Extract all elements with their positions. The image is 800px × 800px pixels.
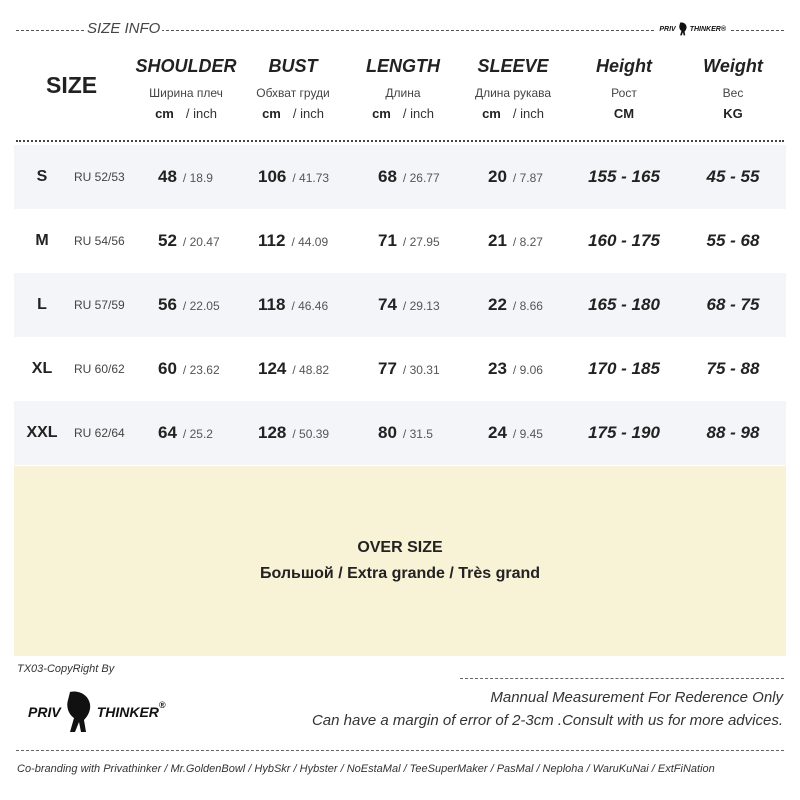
bust-cell: 118 / 46.46 (258, 295, 329, 314)
footer-divider (16, 750, 784, 751)
length-cell: 68 / 26.77 (378, 167, 440, 186)
table-row (14, 273, 786, 337)
sleeve-cell: 23 / 9.06 (488, 359, 543, 378)
panther-logo-icon (677, 22, 689, 36)
brand-left-text: PRIV (659, 25, 676, 33)
weight-cell: 68 - 75 (706, 295, 760, 314)
size-cell: XXL (26, 424, 58, 441)
shoulder-cell: 48 / 18.9 (158, 167, 213, 186)
margin-error-note: Can have a margin of error of 2-3cm .Consult with us for more advices. (311, 712, 783, 729)
brand-reg-mark: ® (720, 25, 726, 33)
brand-logo-large (28, 690, 166, 734)
shoulder-units: cm / inch (155, 106, 217, 121)
weight-column-header (673, 56, 793, 121)
length-cell: 71 / 27.95 (378, 231, 440, 250)
weight-title: Weight (703, 56, 763, 76)
table-row (14, 337, 786, 401)
height-cell: 165 - 180 (588, 295, 660, 314)
sleeve-ru-label: Длина рукава (474, 86, 552, 100)
sleeve-cell: 22 / 8.66 (488, 295, 543, 314)
weight-cell: 55 - 68 (706, 231, 760, 250)
ru-size-cell: RU 54/56 (74, 234, 125, 248)
length-ru-label: Длина (385, 86, 421, 100)
brand-left-text: PRIV (28, 704, 61, 720)
height-cell: 175 - 190 (588, 423, 660, 442)
weight-cell: 45 - 55 (706, 167, 760, 186)
copyright-label: TX03-CopyRight By (17, 663, 115, 675)
size-cell: M (35, 232, 49, 249)
size-info-label: SIZE INFO (87, 20, 161, 37)
height-cell: 155 - 165 (588, 167, 660, 186)
height-cell: 160 - 175 (588, 231, 660, 250)
sleeve-units: cm / inch (482, 106, 544, 121)
bust-column-header (233, 56, 353, 121)
brand-right-text: THINKER (96, 704, 159, 720)
size-cell: L (37, 296, 47, 313)
length-cell: 80 / 31.5 (378, 423, 433, 442)
shoulder-cell: 56 / 22.05 (158, 295, 220, 314)
shoulder-ru-label: Ширина плеч (149, 86, 223, 100)
height-column-header (564, 56, 684, 121)
sleeve-title: SLEEVE (477, 56, 549, 76)
length-column-header (343, 56, 463, 121)
bust-ru-label: Обхват груди (256, 86, 330, 100)
length-units: cm / inch (372, 106, 434, 121)
size-cell: XL (31, 360, 53, 377)
height-title: Height (596, 56, 652, 76)
table-row (14, 145, 786, 209)
size-cell: S (36, 168, 48, 185)
weight-ru-label: Вес (722, 86, 744, 100)
bust-cell: 128 / 50.39 (258, 423, 330, 442)
weight-cell: 88 - 98 (706, 423, 760, 442)
bust-cell: 124 / 48.82 (258, 359, 330, 378)
ru-size-cell: RU 62/64 (74, 426, 125, 440)
ru-size-cell: RU 60/62 (74, 362, 125, 376)
shoulder-cell: 52 / 20.47 (158, 231, 220, 250)
header-row-divider (16, 140, 784, 142)
brand-reg-mark: ® (158, 700, 166, 710)
length-title: LENGTH (366, 56, 440, 76)
oversize-subtitle: Большой / Extra grande / Très grand (259, 565, 541, 582)
bust-cell: 112 / 44.09 (258, 231, 329, 250)
bust-title: BUST (268, 56, 318, 76)
shoulder-cell: 64 / 25.2 (158, 423, 213, 442)
panther-logo-icon (64, 690, 94, 734)
bust-cell: 106 / 41.73 (258, 167, 330, 186)
length-cell: 77 / 30.31 (378, 359, 440, 378)
bust-units: cm / inch (262, 106, 324, 121)
sleeve-cell: 24 / 9.45 (488, 423, 543, 442)
footer-note-divider (460, 678, 784, 679)
table-row (14, 209, 786, 273)
shoulder-title: SHOULDER (135, 56, 237, 76)
height-cell: 170 - 185 (588, 359, 660, 378)
weight-units: KG (723, 106, 743, 121)
oversize-title: OVER SIZE (357, 539, 443, 556)
brand-logo-small (655, 22, 730, 36)
sleeve-cell: 20 / 7.87 (488, 167, 543, 186)
ru-size-cell: RU 52/53 (74, 170, 125, 184)
brand-right-text: THINKER (689, 25, 721, 33)
height-ru-label: Рост (611, 86, 637, 100)
length-cell: 74 / 29.13 (378, 295, 440, 314)
height-units: CM (613, 106, 635, 121)
shoulder-cell: 60 / 23.62 (158, 359, 220, 378)
shoulder-column-header (126, 56, 246, 121)
sleeve-cell: 21 / 8.27 (488, 231, 543, 250)
cobranding-text: Co-branding with Privathinker / Mr.GoldenBowl / HybSkr / Hybster / NoEstaMal / TeeSuperMaker / PasMal / Neploha / WaruKuNai / ExtFiNation (17, 763, 715, 775)
ru-size-cell: RU 57/59 (74, 298, 125, 312)
oversize-panel (14, 466, 786, 656)
measurement-note: Mannual Measurement For Rederence Only (490, 689, 783, 706)
size-column-header: SIZE (46, 72, 98, 98)
table-row (14, 401, 786, 465)
sleeve-column-header (453, 56, 573, 121)
weight-cell: 75 - 88 (706, 359, 760, 378)
